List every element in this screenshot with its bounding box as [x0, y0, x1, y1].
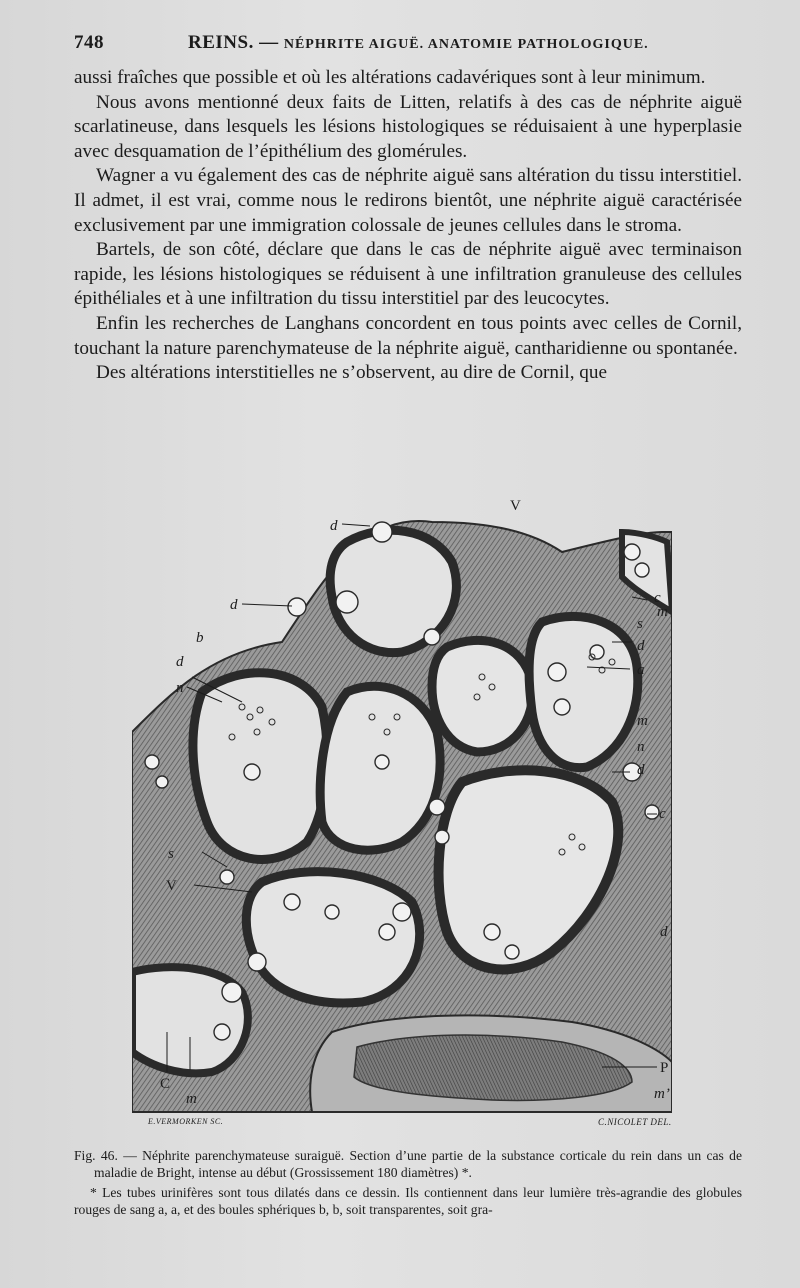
draughtsman-signature: C.NICOLET DEL.: [598, 1117, 672, 1127]
figure-label: d: [230, 597, 238, 613]
figure-label: V: [166, 878, 177, 894]
paragraph: aussi fraîches que possible et où les altérations cadavériques sont à leur minimum.: [74, 67, 706, 88]
figure-label: n: [176, 680, 184, 696]
paragraph: Bartels, de son côté, déclare que dans le cas de néphrite aiguë avec terminaison rapide, les lésions histologiques se réduisent à une infiltration granuleuse des cellules épithéliales et à une infiltration du tissu interstitiel par des leucocytes.: [74, 239, 742, 310]
caption-main: Fig. 46. — Néphrite parenchymateuse suraiguë. Section d’une partie de la substance corticale du rein dans un cas de maladie de Bright, intense au début (Grossissement 180 diamètres) *.: [74, 1148, 742, 1180]
figure-label: P: [660, 1060, 669, 1076]
running-title-small: NÉPHRITE AIGUË. ANATOMIE PATHOLOGIQUE.: [283, 37, 649, 52]
tubule-left: [193, 673, 327, 860]
paragraph: Wagner a vu également des cas de néphrite aiguë sans altération du tissu interstitiel. Il admet, il est vrai, comme nous le redirons bientôt, une néphrite aiguë caractérisée exclusivement par une immigration colossale de jeunes cellules dans le stroma.: [74, 165, 742, 236]
figure-label: m: [637, 713, 648, 729]
paragraph: Des altérations interstitielles ne s’observent, au dire de Cornil, que: [96, 362, 607, 384]
figure-label: d: [176, 654, 184, 670]
caption-footnote: * Les tubes urinifères sont tous dilatés dans ce dessin. Ils contiennent dans leur lumière très-agrandie des globules rouges de sang a, a, et des boules sphériques b, b, soit transparentes, soit gra-: [74, 1185, 742, 1217]
figure-label: n: [637, 739, 645, 755]
paragraph: Nous avons mentionné deux faits de Litten, relatifs à des cas de néphrite aiguë scarlatineuse, dans lesquels les lésions histologiques se réduisaient à une hyperplasie avec desquamation de l’épithélium des glomérules.: [74, 91, 742, 162]
running-header: [74, 32, 754, 58]
figure-label: s: [168, 846, 174, 862]
body-text: [74, 66, 742, 386]
figure-label: d: [637, 762, 645, 778]
running-title: [188, 32, 649, 54]
figure-label: C: [160, 1076, 171, 1092]
figure-label: m: [657, 604, 668, 620]
tubule-right: [529, 616, 638, 767]
engraver-signature: E.VERMORKEN SC.: [148, 1117, 224, 1126]
paragraph: Enfin les recherches de Langhans concordent en tous points avec celles de Cornil, touchant la nature parenchymateuse de la néphrite aiguë, cantharidienne ou spontanée.: [74, 312, 742, 359]
figure-label: m: [186, 1091, 197, 1107]
figure-label: d: [330, 518, 338, 534]
page-number: 748: [74, 32, 104, 53]
figure-label: m’: [654, 1086, 670, 1102]
figure-label: d: [660, 924, 668, 940]
figure-label: a: [637, 662, 645, 678]
figure-label: V: [510, 498, 521, 514]
figure-label: d: [637, 638, 645, 654]
kidney-section-engraving: [132, 492, 672, 1132]
figure-label: c: [659, 806, 666, 822]
figure-label: s: [637, 616, 643, 632]
figure-caption: [74, 1148, 742, 1218]
figure-label: c: [654, 590, 661, 606]
figure-label: b: [196, 630, 204, 646]
tubule-mid-right: [432, 640, 533, 752]
running-title-main: REINS. —: [188, 32, 279, 53]
figure-46: [132, 492, 672, 1132]
